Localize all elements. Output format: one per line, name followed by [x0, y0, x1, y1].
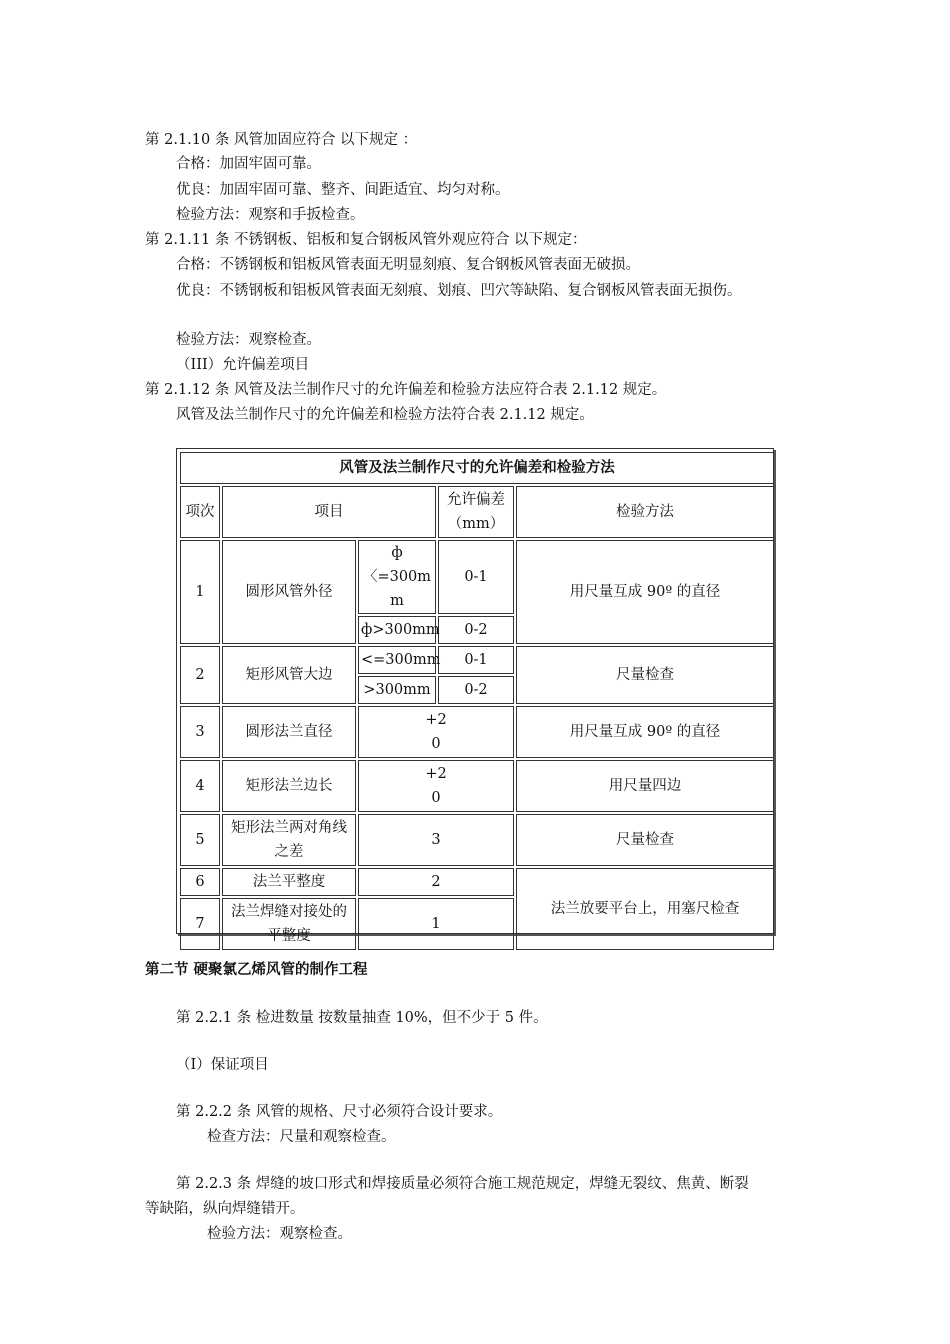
- deviation-table: [178, 450, 776, 952]
- table-cell: 4: [180, 760, 220, 812]
- table-cell: 0-2: [438, 676, 514, 704]
- clause-text: 检查方法：尺量和观察检查。: [207, 1129, 396, 1145]
- clause-2-1-11: 第 2.1.11 条 不锈钢板、铝板和复合钢板风管外观应符合 以下规定：: [145, 232, 587, 248]
- table-cell: 法兰平整度: [222, 868, 356, 896]
- table-cell: 圆形法兰直径: [222, 706, 356, 758]
- clause-text: 合格：不锈钢板和铝板风管表面无明显刻痕、复合钢板风管表面无破损。: [176, 257, 640, 273]
- clause-2-2-1: 第 2.2.1 条 检进数量 按数量抽查 10%，但不少于 5 件。: [176, 1010, 548, 1026]
- table-cell: ф>300mm: [358, 616, 436, 644]
- clause-2-1-10: 第 2.1.10 条 风管加固应符合 以下规定 ：: [145, 132, 418, 148]
- table-cell: 3: [180, 706, 220, 758]
- table-cell: 矩形法兰两对角线 之差: [222, 814, 356, 866]
- table-cell: 3: [358, 814, 514, 866]
- header-index: 项次: [180, 486, 220, 538]
- clause-2-2-2: 第 2.2.2 条 风管的规格、尺寸必须符合设计要求。: [176, 1104, 503, 1120]
- table-cell: ф〈=300m m: [358, 540, 436, 614]
- table-cell: 尺量检查: [516, 646, 774, 704]
- table-cell: 0-2: [438, 616, 514, 644]
- table-cell: 法兰焊缝对接处的 平整度: [222, 898, 356, 950]
- table-cell: >300mm: [358, 676, 436, 704]
- clause-text: 检验方法：观察和手扳检查。: [176, 207, 365, 223]
- header-deviation: 允许偏差 （mm）: [438, 486, 514, 538]
- table-cell: 圆形风管外径: [222, 540, 356, 644]
- header-item: 项目: [222, 486, 436, 538]
- subsection-heading: （I）保证项目: [176, 1057, 269, 1073]
- subsection-heading: （III）允许偏差项目: [176, 357, 310, 373]
- clause-text: 检验方法：观察检查。: [176, 332, 321, 348]
- table-cell: +2 0: [358, 706, 514, 758]
- table-cell: 0-1: [438, 540, 514, 614]
- table-cell: 7: [180, 898, 220, 950]
- table-cell: 2: [358, 868, 514, 896]
- table-cell: 1: [180, 540, 220, 644]
- table-cell: 尺量检查: [516, 814, 774, 866]
- table-cell: 法兰放要平台上，用塞尺检查: [516, 868, 774, 950]
- clause-text: 检验方法：观察检查。: [207, 1226, 352, 1242]
- clause-text: 风管及法兰制作尺寸的允许偏差和检验方法符合表 2.1.12 规定。: [176, 407, 594, 423]
- table-title: 风管及法兰制作尺寸的允许偏差和检验方法: [180, 452, 774, 484]
- table-cell: 0-1: [438, 646, 514, 674]
- section-heading: 第二节 硬聚氯乙烯风管的制作工程: [145, 962, 368, 978]
- table-cell: 5: [180, 814, 220, 866]
- header-method: 检验方法: [516, 486, 774, 538]
- clause-2-1-12: 第 2.1.12 条 风管及法兰制作尺寸的允许偏差和检验方法应符合表 2.1.12 规定。: [145, 382, 667, 398]
- clause-text: 等缺陷，纵向焊缝错开。: [145, 1201, 305, 1217]
- table-cell: 用尺量互成 90º 的直径: [516, 706, 774, 758]
- table-cell: 2: [180, 646, 220, 704]
- clause-2-2-3: 第 2.2.3 条 焊缝的坡口形式和焊接质量必须符合施工规范规定，焊缝无裂纹、焦黄、断裂: [176, 1176, 749, 1192]
- table-cell: 矩形法兰边长: [222, 760, 356, 812]
- clause-text: 优良：不锈钢板和铝板风管表面无刻痕、划痕、凹穴等缺陷、复合钢板风管表面无损伤。: [176, 283, 742, 299]
- clause-text: 合格：加固牢固可靠。: [176, 156, 321, 172]
- table-cell: 6: [180, 868, 220, 896]
- table-cell: <=300mm: [358, 646, 436, 674]
- table-cell: 1: [358, 898, 514, 950]
- table-cell: 用尺量四边: [516, 760, 774, 812]
- table-cell: +2 0: [358, 760, 514, 812]
- clause-text: 优良：加固牢固可靠、整齐、间距适宜、均匀对称。: [176, 182, 510, 198]
- table-cell: 矩形风管大边: [222, 646, 356, 704]
- table-cell: 用尺量互成 90º 的直径: [516, 540, 774, 644]
